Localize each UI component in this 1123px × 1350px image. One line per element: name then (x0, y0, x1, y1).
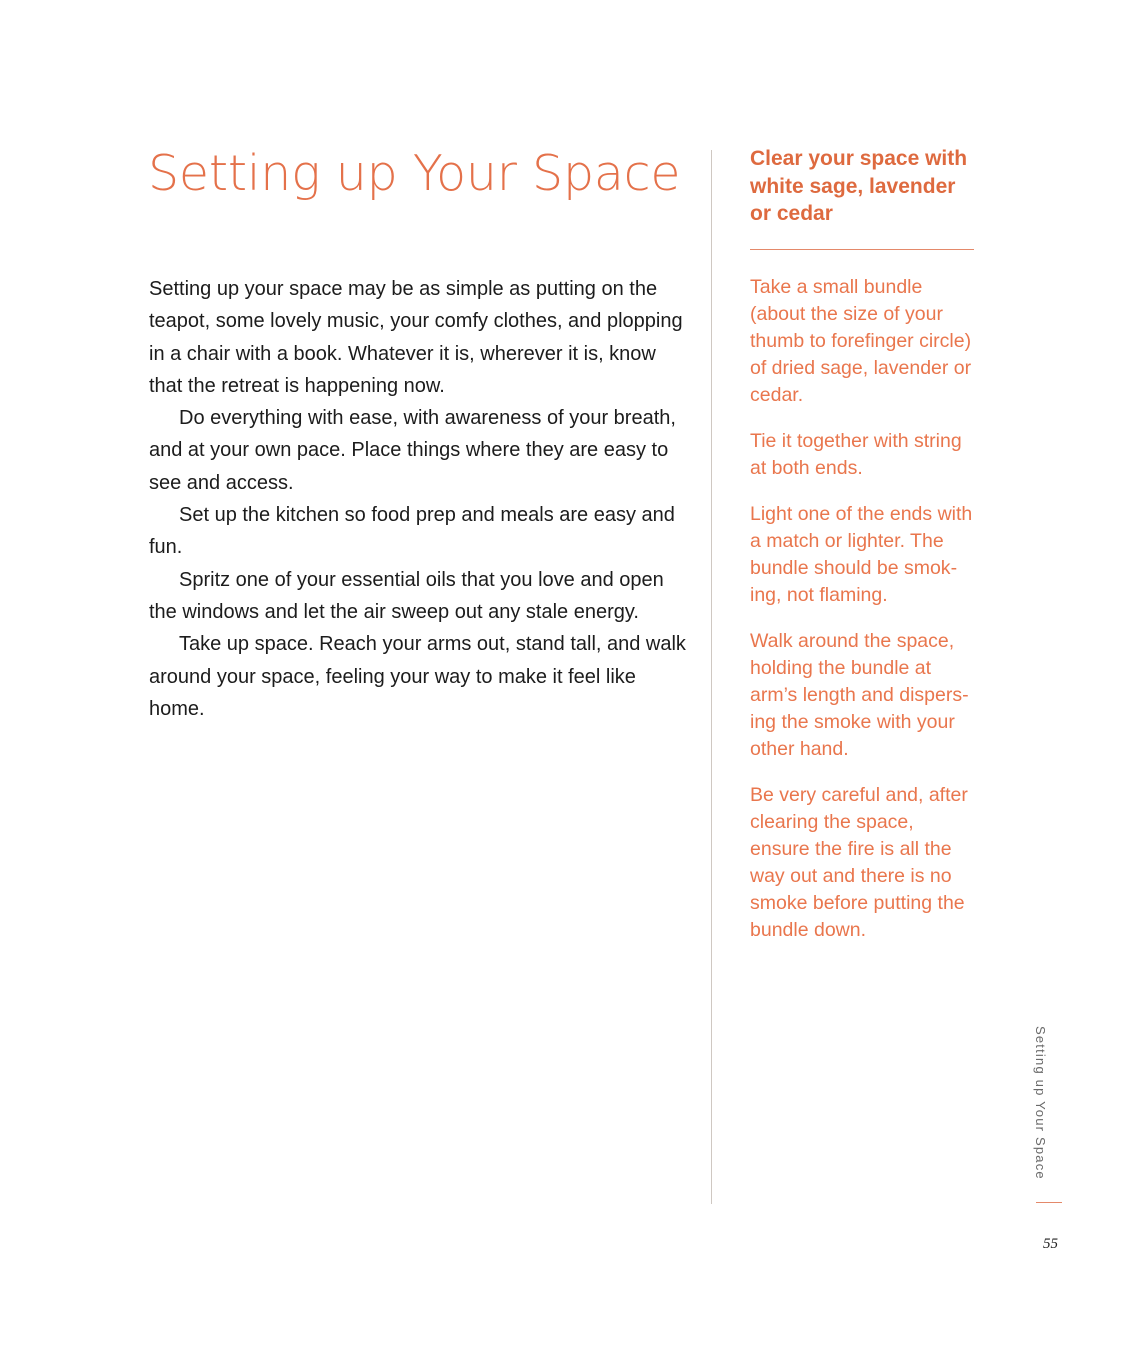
sidebar-step: Tie it together with string at both ends. (750, 430, 962, 479)
body-paragraph: Set up the kitchen so food prep and meals are easy and fun. (149, 504, 675, 559)
page-number: 55 (1043, 1236, 1058, 1252)
page-title: Setting up Your Space (148, 145, 681, 202)
main-body-text (149, 273, 689, 725)
sidebar-heading-rule (750, 249, 974, 250)
body-paragraph: Setting up your space may be as simple as putting on the teapot, some lovely music, your comfy clothes, and plopping in a chair with a book. Whatever it is, wherever it is, know that the retreat is happening now. (149, 278, 683, 397)
column-divider (711, 150, 712, 1204)
body-paragraph: Do everything with ease, with awareness of your breath, and at your own pace. Place things where they are easy to see and access. (149, 407, 676, 494)
sidebar-heading: Clear your space with white sage, lavender or cedar (750, 147, 968, 225)
running-head: Setting up Your Space (1033, 1026, 1048, 1180)
sidebar-step: Light one of the ends with a match or lighter. The bundle should be smoking, not flaming. (750, 503, 973, 606)
sidebar-step: Take a small bundle (about the size of your thumb to forefinger circle) of dried sage, lavender or cedar. (750, 276, 972, 406)
body-paragraph: Spritz one of your essential oils that you love and open the windows and let the air sweep out any stale energy. (149, 568, 664, 623)
sidebar-step: Be very careful and, after clearing the space, ensure the fire is all the way out and there is no smoke before putting the bundle down. (750, 784, 968, 941)
sidebar-step: Walk around the space, holding the bundle at arm’s length and dispersing the smoke with your other hand. (750, 630, 969, 760)
sidebar-steps (750, 274, 978, 963)
body-paragraph: Take up space. Reach your arms out, stand tall, and walk around your space, feeling your way to make it feel like home. (149, 633, 686, 720)
footer-rule (1036, 1202, 1062, 1203)
